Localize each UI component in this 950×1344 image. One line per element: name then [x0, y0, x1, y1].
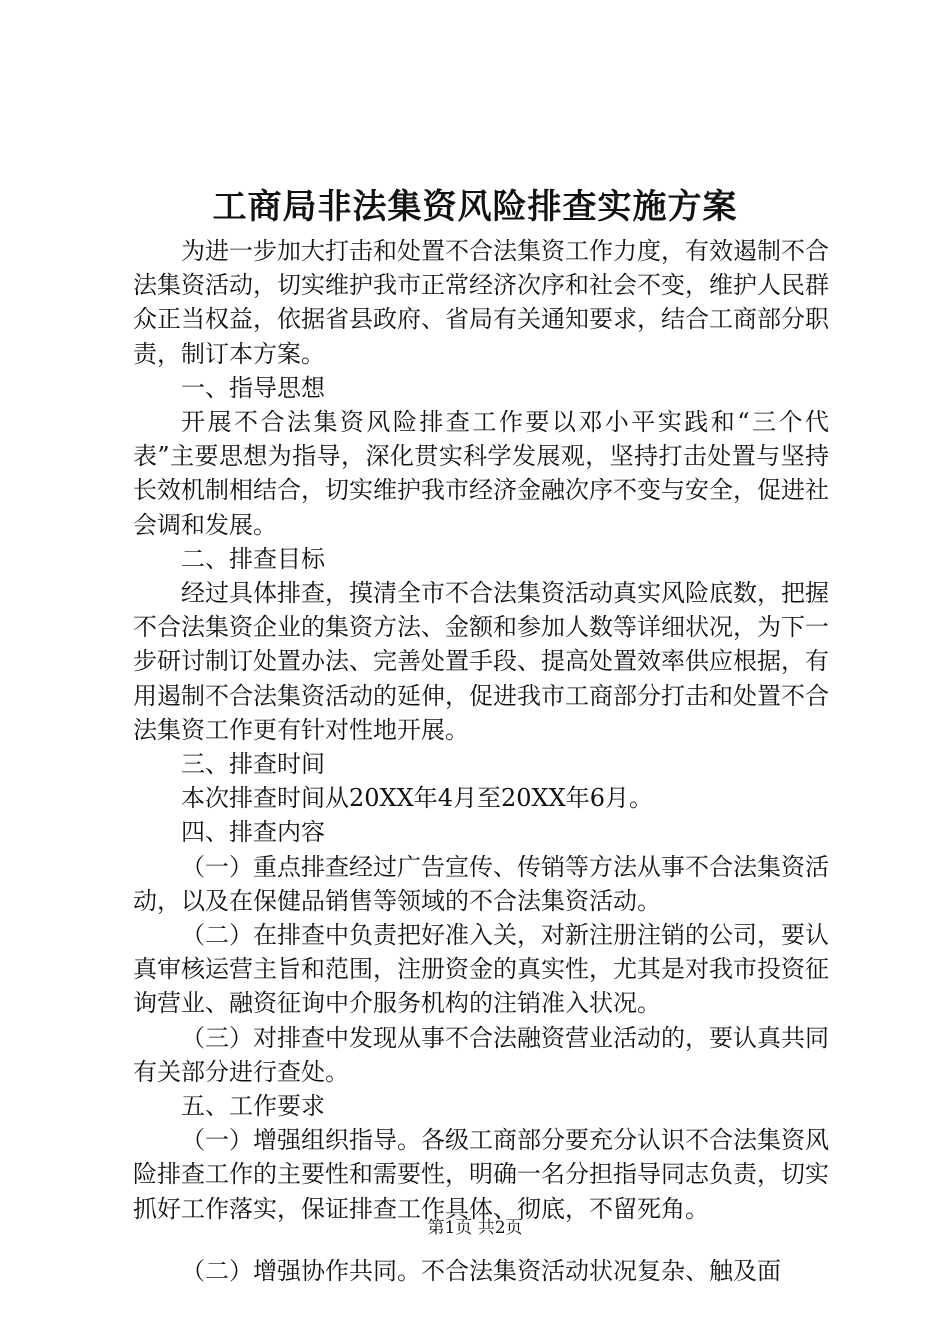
document-body [133, 234, 829, 1288]
body-paragraph: （二）增强协作共同。不合法集资活动状况复杂、触及面 [181, 1256, 781, 1285]
section-heading: 五、工作要求 [181, 1092, 325, 1121]
body-paragraph: 经过具体排查，摸清全市不合法集资活动真实风险底数，把握不合法集资企业的集资方法、金额和参加人数等详细状况，为下一步研讨制订处置办法、完善处置手段、提高处置效率供应根据，有用遏制不合法集资活动的延伸，促进我市工商部分打击和处置不合法集资工作更有针对性地开展。 [133, 579, 829, 744]
section-heading: 二、排查目标 [181, 544, 325, 573]
section-heading: 一、指导思想 [181, 373, 325, 402]
body-paragraph: （二）在排查中负责把好准入关，对新注册注销的公司，要认真审核运营主旨和范围，注册资金的真实性，尤其是对我市投资征询营业、融资征询中介服务机构的注销准入状况。 [133, 921, 829, 1018]
body-paragraph: 开展不合法集资风险排查工作要以邓小平实践和“三个代表”主要思想为指导，深化贯实科学发展观，坚持打击处置与坚持长效机制相结合，切实维护我市经济金融次序不变与安全，促进社会调和发展。 [133, 408, 829, 539]
document-title: 工商局非法集资风险排查实施方案 [212, 187, 738, 227]
page-number: 第1页 共2页 [427, 1218, 523, 1238]
section-heading: 四、排查内容 [181, 818, 325, 847]
intro-paragraph: 为进一步加大打击和处置不合法集资工作力度，有效遏制不合法集资活动，切实维护我市正常经济次序和社会不变，维护人民群众正当权益，依据省县政府、省局有关通知要求，结合工商部分职责，制订本方案。 [133, 237, 829, 368]
body-paragraph: （一）增强组织指导。各级工商部分要充分认识不合法集资风险排查工作的主要性和需要性，明确一名分担指导同志负责，切实抓好工作落实，保证排查工作具体、彻底，不留死角。 [133, 1126, 829, 1223]
body-paragraph: 本次排查时间从20XX年4月至20XX年6月。 [181, 784, 653, 813]
body-paragraph: （一）重点排查经过广告宣传、传销等方法从事不合法集资活动，以及在保健品销售等领域的不合法集资活动。 [133, 852, 829, 915]
section-heading: 三、排查时间 [181, 750, 325, 779]
body-paragraph: （三）对排查中发现从事不合法融资营业活动的，要认真共同有关部分进行查处。 [133, 1023, 829, 1086]
